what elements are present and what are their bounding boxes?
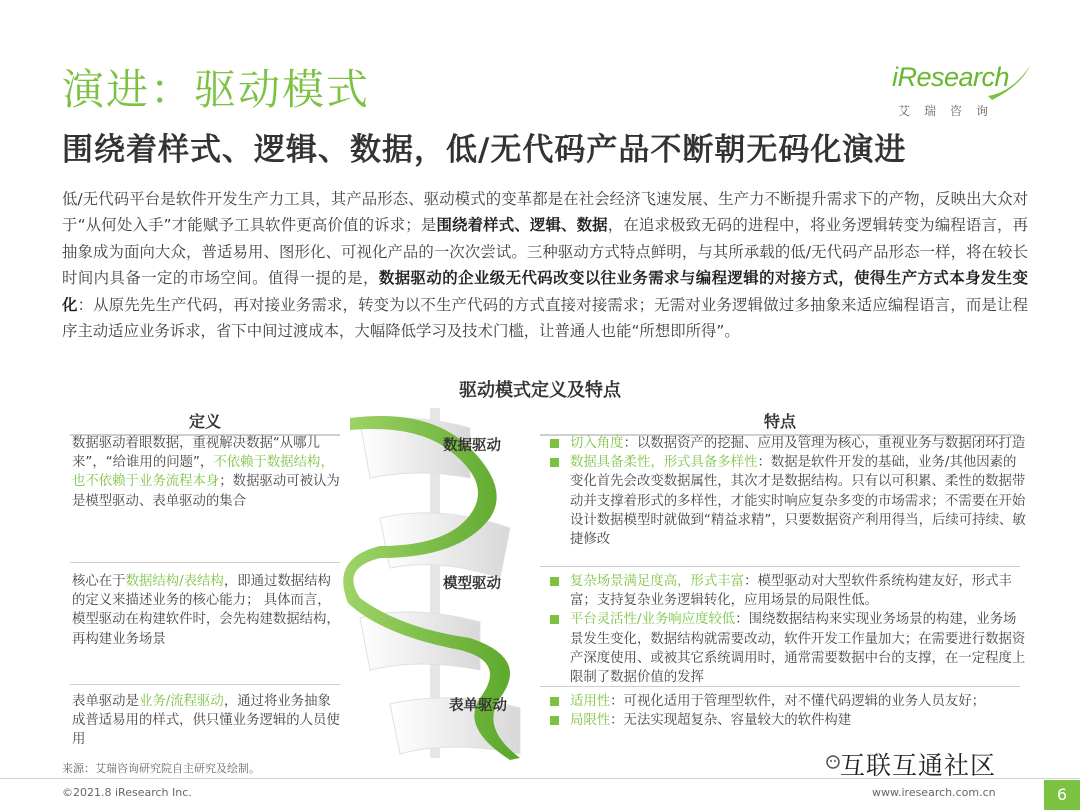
definition-text: ，即通过数据结构的定义来描述业务的核心能力； 具体而言，模型驱动在构建软件时，会先构建数据结构，再构建业务场景 (72, 574, 340, 647)
definition-highlight: 数据结构/表结构 (125, 574, 224, 589)
square-bullet-icon (550, 697, 559, 706)
feature-label: 切入角度 (570, 436, 624, 451)
mode-label-form-driven: 表单驱动 (449, 698, 507, 714)
intro-text-3: ：从原先先生产代码，再对接业务需求，转变为以不生产代码的方式直接对接需求；无需对业务逻辑做过多抽象来适应编程语言，而是让程序主动适应业务诉求，省下中间过渡成本，大幅降低学习及技术门槛，让普通人也能“所想即所得”。 (62, 295, 1028, 341)
intro-text-1: 低/无代码平台是软件开发生产力工具，其产品形态、驱动模式的变革都是在社会经济飞速发展、生产力不断提升需求下的产物，反映出大众对于“从何处入手”才能赋予工具软件更高价值的诉求；是 (62, 190, 1028, 235)
intro-bold-2: 数据驱动的企业级无代码改变以往业务需求与编程逻辑的对接方式，使得生产方式本身发生变化 (62, 269, 1028, 314)
definition-highlight: 不依赖于数据结构，也不依赖于业务流程本身 (72, 455, 334, 490)
feature-text: ：围绕数据结构来实现业务场景的构建，业务场景发生变化，数据结构就需要改动，软件开发工作量加大；在需要进行数据资产深度使用、或被其它系统调用时，通常需要数据中台的支撑，在一定程度上限制了数据价值的发挥 (570, 612, 1026, 686)
feature-text: ：可视化适用于管理型软件，对不懂代码逻辑的业务人员友好； (610, 694, 986, 709)
feature-item (548, 692, 1026, 711)
feature-item (548, 453, 1026, 549)
square-bullet-icon (550, 615, 559, 624)
features-column-header: 特点 (763, 412, 796, 431)
definition-highlight: 业务/流程驱动 (138, 694, 224, 709)
intro-bold-1: 围绕着样式、逻辑、数据 (436, 216, 608, 235)
source-note: 来源：艾瑞咨询研究院自主研究及绘制。 (62, 762, 260, 775)
feature-label: 适用性 (570, 694, 611, 709)
logo-subtext: 艾瑞咨询 (898, 104, 1003, 118)
square-bullet-icon (550, 716, 559, 725)
feature-item (548, 572, 1026, 610)
feature-label: 局限性 (570, 713, 611, 729)
feature-label: 平台灵活性/业务响应度较低 (570, 612, 736, 628)
mode-label-model-driven: 模型驱动 (443, 576, 501, 592)
definition-text: 核心在于 (72, 574, 126, 589)
logo-text: iResearch (892, 62, 1010, 92)
definition-form-driven (72, 692, 344, 750)
features-data-driven (548, 434, 1026, 549)
page-number: 6 (1044, 780, 1080, 810)
page-subtitle: 围绕着样式、逻辑、数据，低/无代码产品不断朝无码化演进 (62, 132, 907, 168)
definition-text: ；数据驱动可被认为是模型驱动、表单驱动的集合 (72, 474, 340, 509)
definition-text: ，通过将业务抽象成普适易用的样式，供只懂业务逻辑的人员使用 (72, 694, 340, 748)
feature-label: 复杂场景满足度高，形式丰富 (570, 574, 745, 589)
intro-text-2: ，在追求极致无码的进程中，将业务逻辑转变为编程语言，再抽象成为面向大众，普适易用、图形化、可视化产品的一次次尝试。三种驱动方式特点鲜明，与其所承载的低/无代码产品形态一样，将在较长时间内具备一定的市场空间。值得一提的是， (62, 216, 1028, 288)
copyright-text: ©2021.8 iResearch Inc. (62, 786, 192, 799)
features-form-driven (548, 692, 1026, 730)
definition-data-driven (72, 434, 344, 511)
feature-text: ：无法实现超复杂、容量较大的软件构建 (610, 713, 852, 729)
feature-text: ：模型驱动对大型软件系统构建友好，形式丰富；支持复杂业务逻辑转化，应用场景的局限性低。 (570, 574, 1012, 609)
feature-text: ：数据是软件开发的基础，业务/其他因素的变化首先会改变数据属性，其次才是数据结构。只有以可积累、柔性的数据带动并支撑着形式的多样性，才能实时响应复杂多变的市场需求；不需要在开始设计数据模型时就做到“精益求精”，只要数据资产利用得当，后续可持续、敏捷修改 (570, 455, 1026, 548)
feature-label: 数据具备柔性，形式具备多样性 (570, 455, 758, 471)
wechat-icon (826, 752, 840, 772)
row-divider (70, 562, 340, 563)
square-bullet-icon (550, 458, 559, 467)
definition-text: 表单驱动是 (72, 694, 139, 709)
square-bullet-icon (550, 577, 559, 586)
row-divider (540, 686, 1020, 687)
iresearch-logo (892, 62, 1032, 120)
row-divider (70, 684, 340, 685)
website-link[interactable]: www.iresearch.com.cn (872, 786, 996, 799)
feature-text: ：以数据资产的挖掘、应用及管理为核心，重视业务与数据闭环打造 (623, 436, 1026, 451)
row-divider (540, 566, 1020, 567)
feature-item (548, 711, 1026, 730)
definition-column-header: 定义 (188, 412, 221, 431)
definition-text: 数据驱动着眼数据，重视解决数据“从哪儿来”，“给谁用的问题”， (72, 436, 320, 471)
section-title: 驱动模式定义及特点 (459, 380, 621, 401)
watermark-text: 互联互通社区 (840, 751, 997, 780)
feature-item (548, 434, 1026, 453)
features-model-driven (548, 572, 1026, 687)
intro-paragraph (62, 186, 1028, 344)
page-title: 演进：驱动模式 (62, 65, 371, 114)
square-bullet-icon (550, 439, 559, 448)
feature-item (548, 610, 1026, 687)
definition-model-driven (72, 572, 344, 649)
mode-label-data-driven: 数据驱动 (443, 438, 501, 454)
